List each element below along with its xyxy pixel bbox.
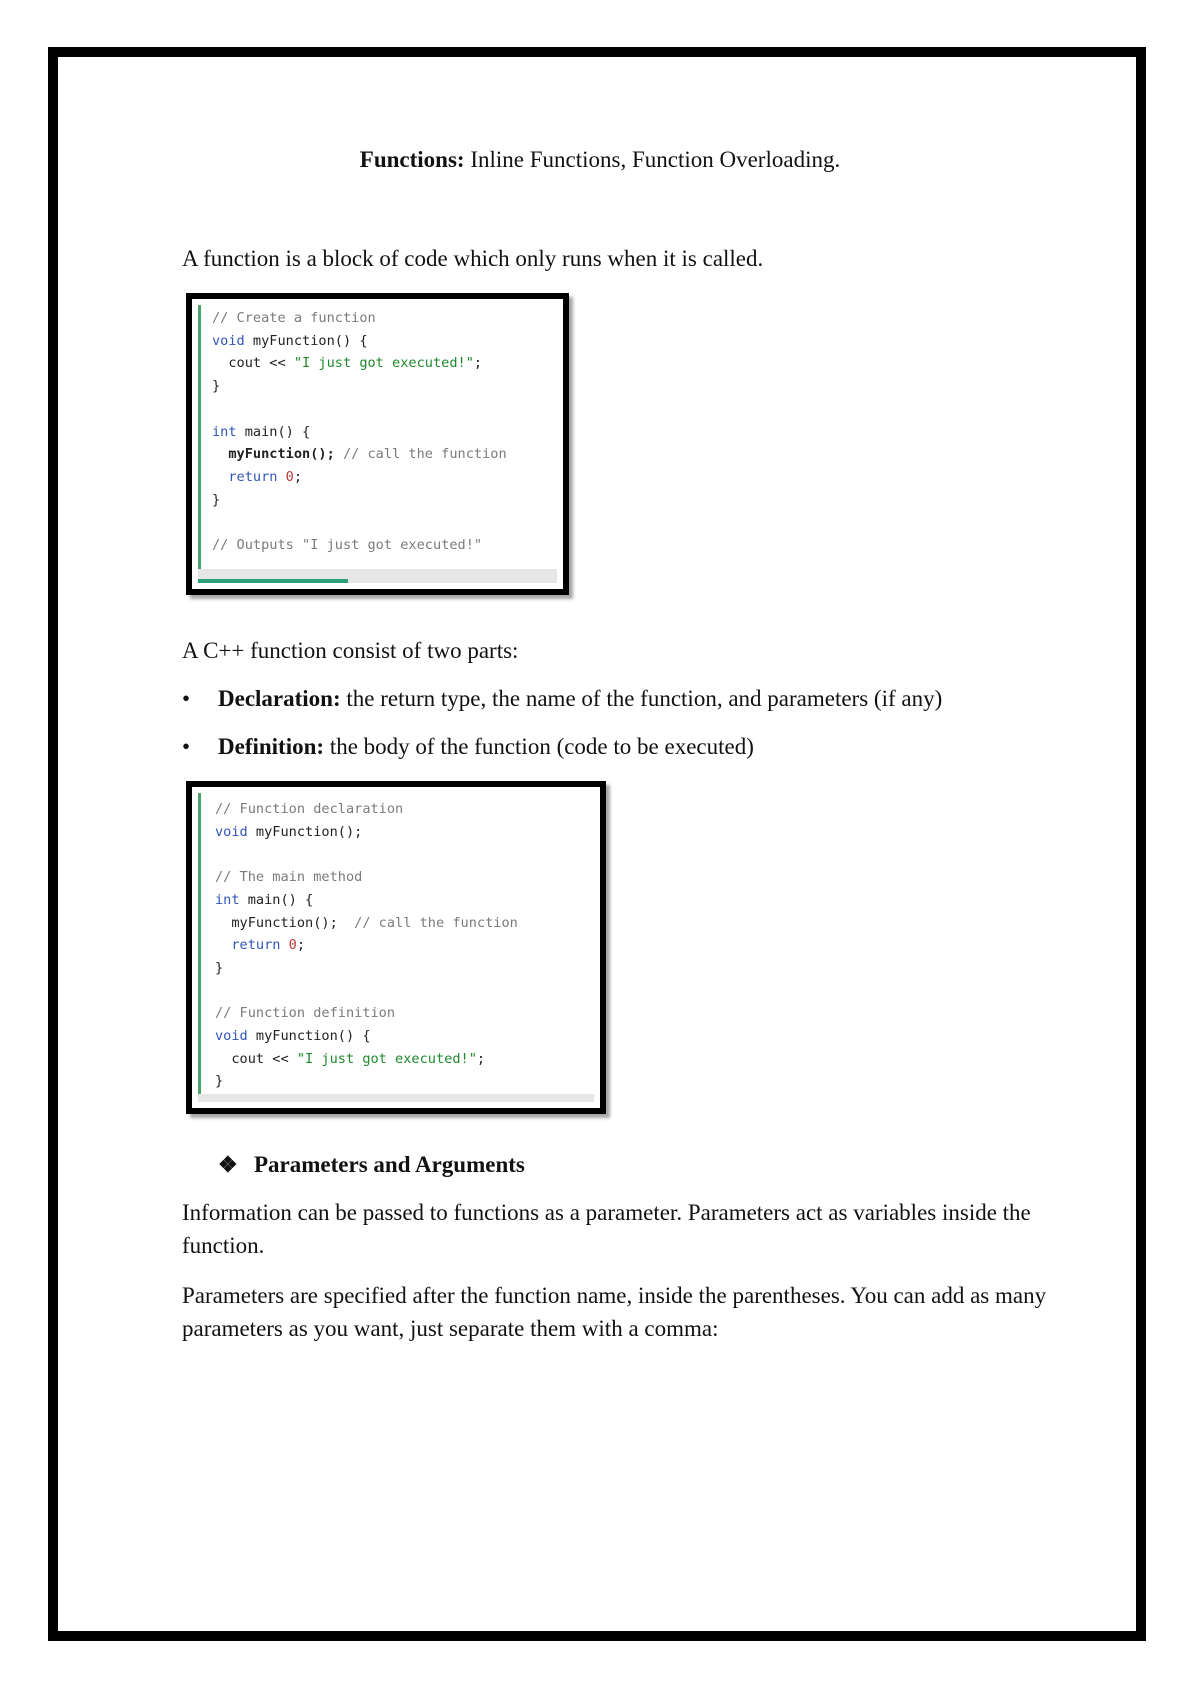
code-scrollbar[interactable] bbox=[198, 569, 557, 583]
section-heading bbox=[218, 1150, 525, 1180]
title-bold: Functions: bbox=[359, 147, 465, 172]
bullet-dot-icon: • bbox=[182, 734, 191, 759]
code-gutter-bar bbox=[198, 305, 201, 583]
title-rest: Inline Functions, Function Overloading. bbox=[464, 147, 841, 172]
code-scrollbar-thumb[interactable] bbox=[198, 579, 348, 583]
code-gutter-bar bbox=[198, 793, 201, 1102]
code-text-1: // Create a function void myFunction() { cout << "I just got executed!"; } int main() { myFunction(); // call the function return 0; } // Outputs "I just got executed!" bbox=[212, 310, 507, 554]
intro-paragraph: A function is a block of code which only runs when it is called. bbox=[182, 246, 764, 271]
code-block-1 bbox=[186, 293, 569, 595]
parameters-paragraph-1: Information can be passed to functions as a parameter. Parameters act as variables inside the function. bbox=[182, 1200, 1031, 1258]
section-heading-text: Parameters and Arguments bbox=[254, 1152, 525, 1177]
code-scrollbar[interactable] bbox=[198, 1094, 594, 1102]
page-title bbox=[0, 146, 1200, 174]
diamond-bullet-icon: ❖ bbox=[218, 1152, 238, 1177]
code-block-2 bbox=[186, 781, 606, 1114]
parameters-paragraph-2: Parameters are specified after the function name, inside the parentheses. You can add as many parameters as you want, just separate them with a comma: bbox=[182, 1283, 1047, 1341]
code-text-2: // Function declaration void myFunction(); // The main method int main() { myFunction(); // call the function return 0; } // Function definition void myFunction() { cout << "I just got executed!"; } bbox=[215, 801, 518, 1090]
parts-intro: A C++ function consist of two parts: bbox=[182, 638, 519, 663]
bullet-dot-icon: • bbox=[182, 686, 191, 711]
